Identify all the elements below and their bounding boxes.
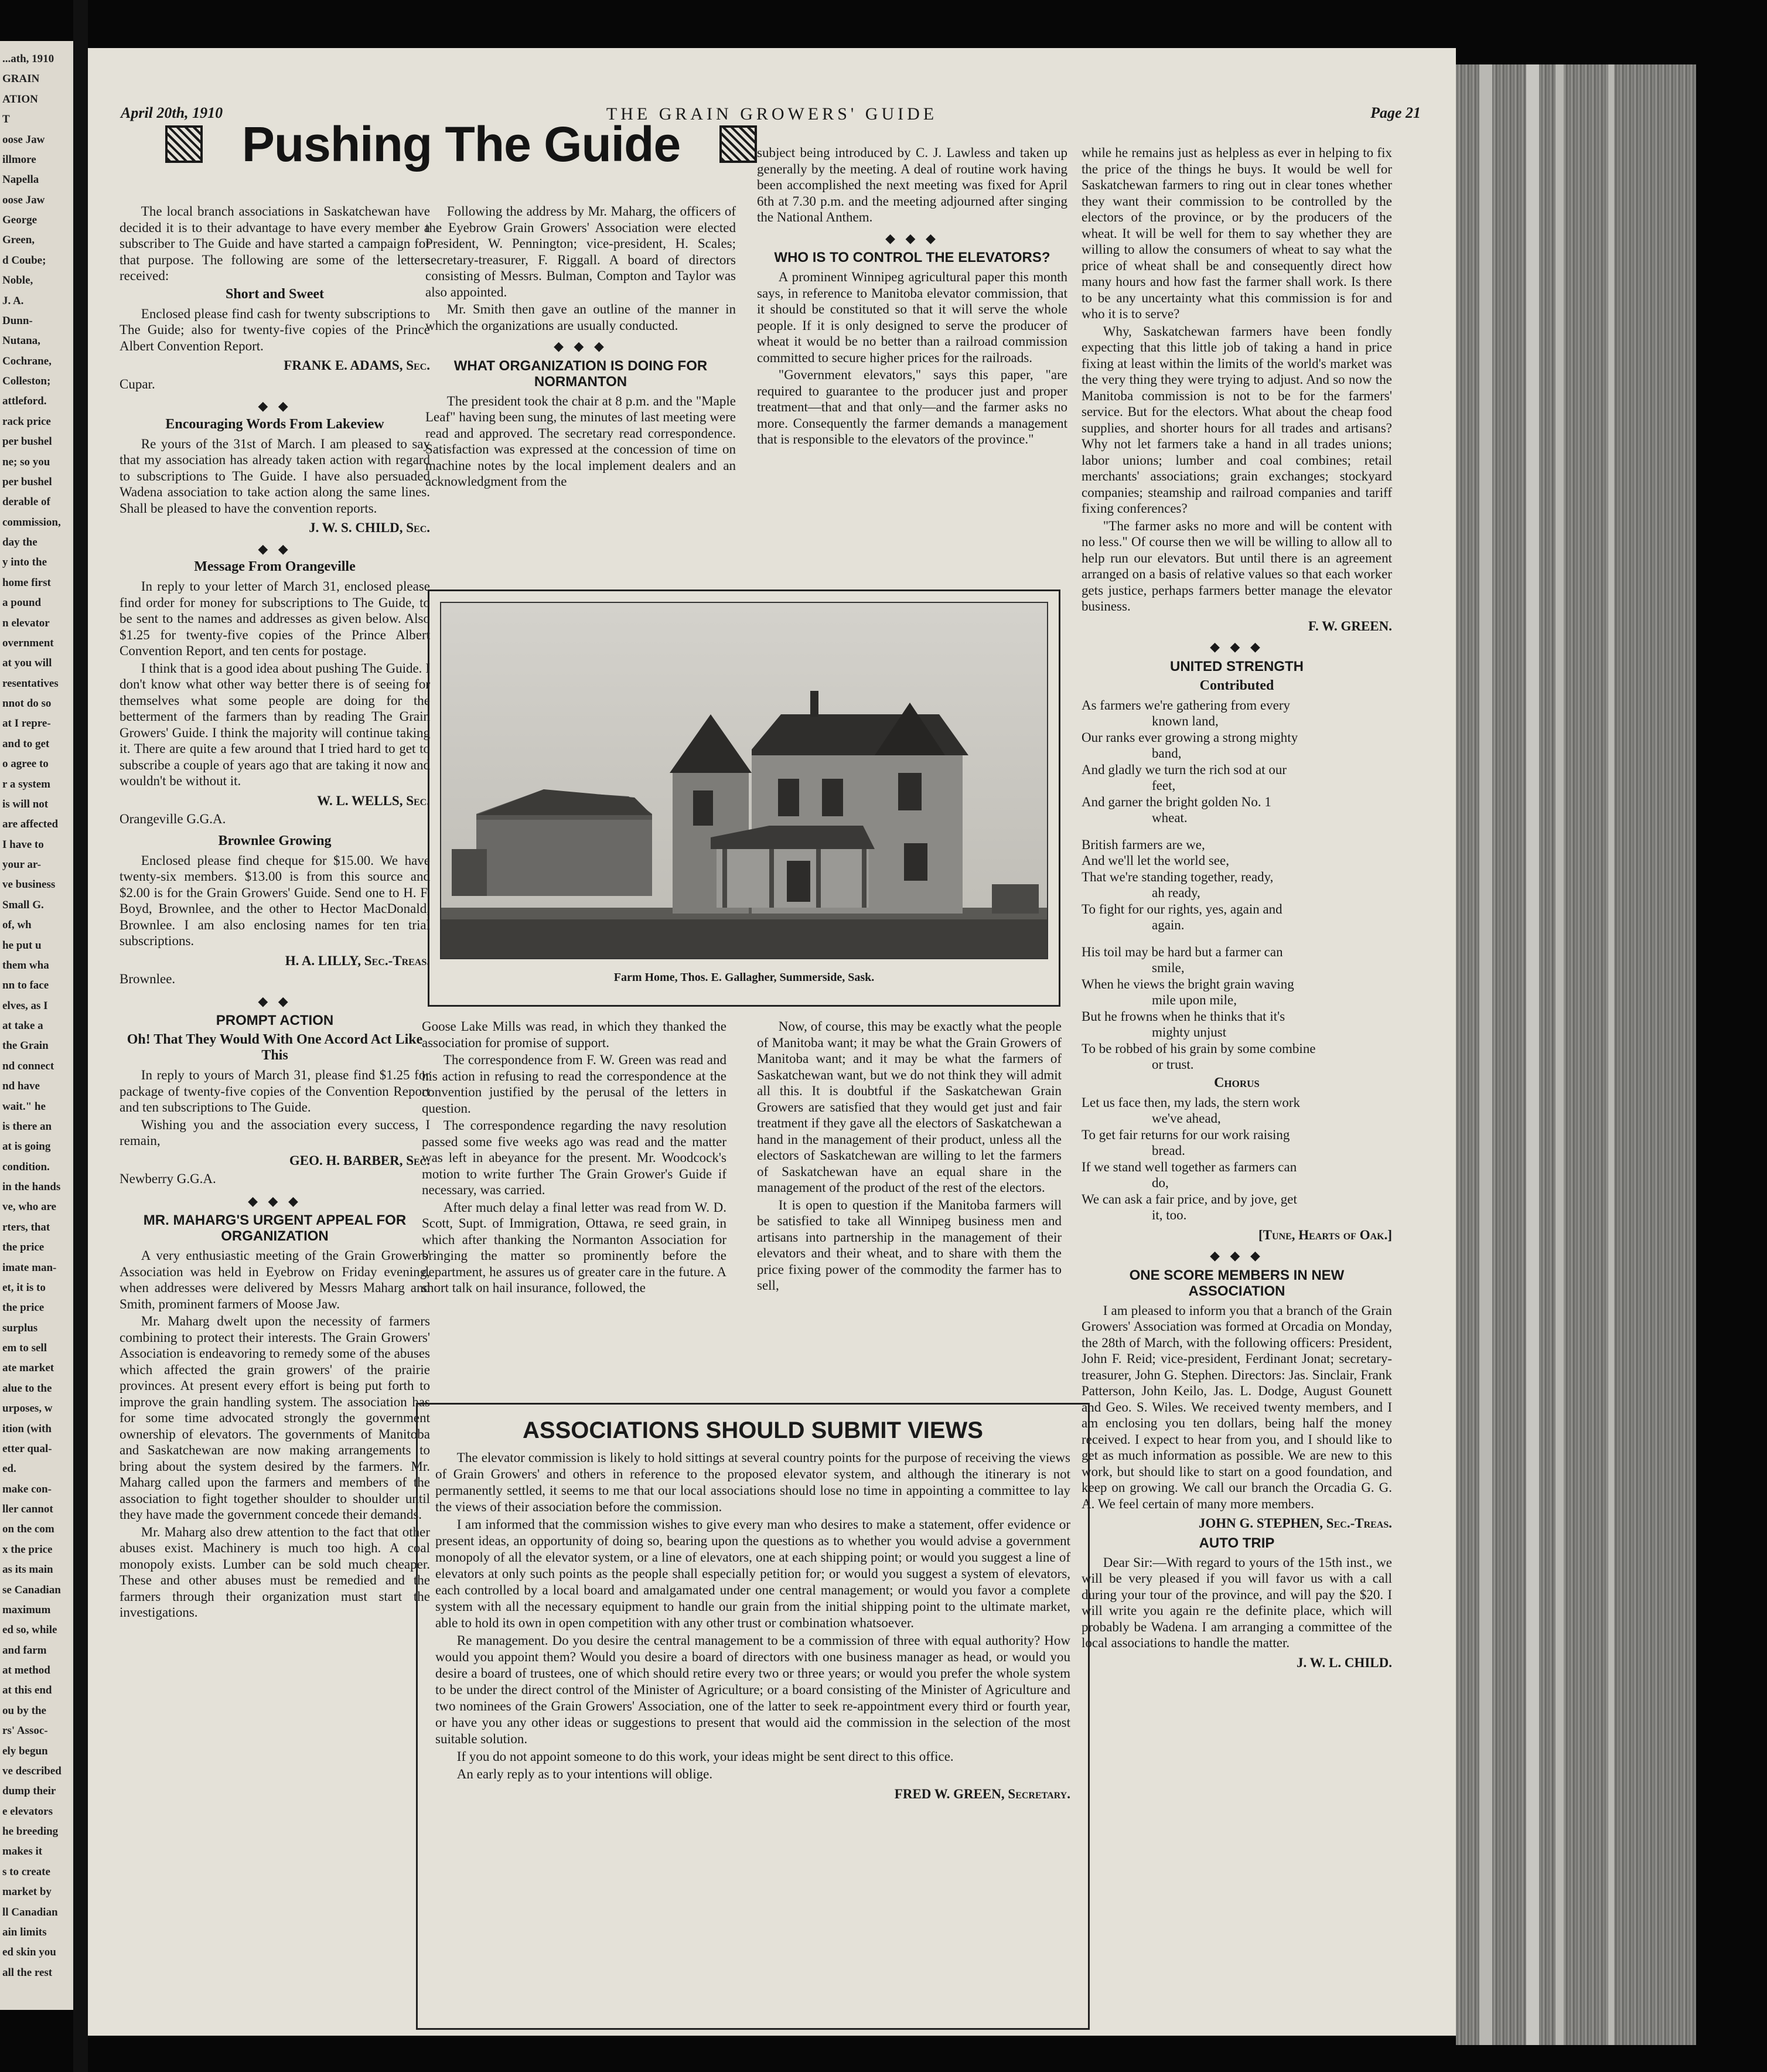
left-page-line: ATION	[2, 93, 38, 105]
header-masthead: THE GRAIN GROWERS' GUIDE	[606, 104, 938, 124]
left-page-line: day the	[2, 536, 37, 548]
poem-line: To be robbed of his grain by some combine	[1082, 1041, 1316, 1056]
poem-line: If we stand well together as farmers can	[1082, 1159, 1297, 1174]
left-page-line: Noble,	[2, 274, 33, 287]
left-page-line: alue to the	[2, 1382, 52, 1395]
poem-line: We can ask a fair price, and by jove, get	[1082, 1191, 1297, 1207]
poem-line: And gladly we turn the rich sod at our	[1082, 762, 1287, 777]
left-page-line: ou by the	[2, 1704, 46, 1717]
left-page-line: e elevators	[2, 1805, 53, 1818]
article-paragraph: Following the address by Mr. Maharg, the officers of the Eyebrow Grain Growers' Association were elected President, W. Pennington; vice-president, H. Scales; secretary-treasurer, F. Riggall. A board of directors consisting of Messrs. Bulman, Compton and Taylor was also appointed.	[425, 204, 736, 299]
column-3-upper	[757, 145, 1067, 449]
left-page-line: ed so, while	[2, 1624, 57, 1637]
chorus-label: Chorus	[1214, 1075, 1260, 1090]
poem-line: But he frowns when he thinks that it's	[1082, 1008, 1285, 1024]
article-paragraph: while he remains just as helpless as ever in helping to fix the price of the things he buys. It would be well for Saskatchewan farmers to ring out in clear tones whether they want their commission to be controlled by the electors of the province, or by the producers of the wheat. It will be well for them to say whether they are willing to allow the consumers of wheat to say what the price of wheat shall be and consequently direct how many hours and how fast the farmer shall work. Is there to be any uncertainty what this commission is for and who it is to serve?	[1082, 145, 1392, 321]
left-page-fragment	[0, 41, 73, 2010]
notice-paragraph: I am informed that the commission wishes to give every man who desires to make a statement, offer evidence or present ideas, an opportunity of doing so, bearing upon the questions as to whether you would advise a government monopoly of all the elevator system, or a line of elevators, one at each shipping point; or would you suggest a line of elevators at only such points as the people shall especially petition for; or would you suggest a system of elevators, each controlled by a local board and amalgamated under one central management; or would you favor a complete system with all the necessary equipment to handle our grain from the initial shipping point to the ultimate market, able to hold its own in open competition with any other trust or combination whatsoever.	[435, 1517, 1070, 1630]
notice-title: ASSOCIATIONS SHOULD SUBMIT VIEWS	[523, 1417, 983, 1443]
poem-line: Let us face then, my lads, the stern work	[1082, 1095, 1300, 1110]
header-date: April 20th, 1910	[121, 104, 223, 121]
left-page-line: ve business	[2, 878, 56, 891]
letter-body: Re yours of the 31st of March. I am pleased to say that my association has already taken action with regard to subscriptions to The Guide. I have also persuaded Wadena association to take action along the same lines. Shall be pleased to have the convention reports.	[120, 436, 430, 516]
left-page-line: x the price	[2, 1543, 53, 1556]
poem-line: mighty unjust	[1152, 1025, 1227, 1040]
left-page-line: etter qual-	[2, 1442, 52, 1455]
article-signature: F. W. GREEN.	[1308, 618, 1392, 633]
decorative-emblem-icon	[719, 125, 757, 163]
article-paragraph: The correspondence from F. W. Green was read and his action in refusing to read the correspondence at the convention justified by the perusal of the letters in question.	[422, 1052, 726, 1116]
ornament-divider: ◆ ◆ ◆	[554, 339, 608, 353]
left-page-line: em to sell	[2, 1342, 47, 1354]
left-page-line: them wha	[2, 959, 49, 972]
letter-place: Orangeville G.G.A.	[120, 812, 226, 826]
heading-united-strength: UNITED STRENGTH	[1170, 658, 1304, 674]
ornament-divider: ◆ ◆	[258, 541, 292, 556]
left-page-line: nd connect	[2, 1059, 54, 1072]
heading-lakeview: Encouraging Words From Lakeview	[165, 416, 384, 432]
page-title: Pushing The Guide	[241, 116, 681, 172]
left-page-line: he put u	[2, 939, 42, 952]
ornament-divider: ◆ ◆ ◆	[248, 1193, 302, 1208]
left-page-line: make con-	[2, 1483, 52, 1495]
left-page-line: Cochrane,	[2, 355, 52, 367]
notice-paragraph: Re management. Do you desire the central management to be a commission of three with equal authority? How would you appoint them? Would you desire a board of directors with one business manager as head, or would you desire a board of trustees, one of which should retire every two or three years; or would you prefer the whole system to be under the direct control of the Minister of Agriculture; or a board consisting of the Minister of Agriculture and two nominees of the Grain Growers' Association, one of the latter to seek re-appointment every third or fourth year, or have you any other ideas or suggestions to present that would aid the commission in the selection of the most suitable solution.	[435, 1633, 1070, 1746]
left-page-line: your ar-	[2, 858, 41, 871]
poem-line: And garner the bright golden No. 1	[1082, 794, 1271, 809]
left-page-line: T	[2, 113, 10, 126]
left-page-line: he breeding	[2, 1825, 59, 1838]
decorative-emblem-icon	[165, 125, 203, 163]
poem-line: When he views the bright grain waving	[1082, 976, 1294, 991]
poem-line: That we're standing together, ready,	[1082, 869, 1274, 884]
left-page-line: ely begun	[2, 1744, 48, 1757]
letter-signature: H. A. LILLY, Sec.-Treas.	[285, 953, 430, 968]
left-page-line: overnment	[2, 636, 54, 649]
left-page-line: of, wh	[2, 919, 32, 932]
left-page-line: derable of	[2, 496, 50, 509]
article-paragraph: Mr. Maharg also drew attention to the fact that other abuses exist. Machinery is much too high. A coal monopoly exists. Lumber can be sold much cheaper. These and other abuses must be remedied and the farmers through their organization must start the investigations.	[120, 1524, 430, 1620]
left-page-line: dump their	[2, 1785, 56, 1798]
farm-home-photo	[440, 602, 1048, 959]
poem-line: feet,	[1152, 778, 1176, 793]
heading-prompt-action: PROMPT ACTION	[216, 1013, 334, 1028]
left-page-line: se Canadian	[2, 1583, 61, 1596]
left-page-line: ed.	[2, 1463, 16, 1475]
letter-place: Cupar.	[120, 376, 155, 391]
heading-elevators: WHO IS TO CONTROL THE ELEVATORS?	[774, 250, 1050, 265]
poem-line: we've ahead,	[1152, 1111, 1221, 1126]
heading-auto-trip: AUTO TRIP	[1199, 1535, 1275, 1551]
letter-signature: J. W. S. CHILD, Sec.	[309, 520, 430, 535]
poem-line: or trust.	[1152, 1057, 1194, 1072]
poem-line: again.	[1152, 918, 1185, 932]
left-page-line: on the com	[2, 1523, 54, 1536]
left-page-line: oose Jaw	[2, 193, 45, 206]
notice-signature: FRED W. GREEN, Secretary.	[894, 1787, 1070, 1801]
left-page-line: nnot do so	[2, 697, 52, 710]
notice-body	[435, 1450, 1070, 1802]
left-page-line: r a system	[2, 778, 50, 790]
left-page-line: attleford.	[2, 395, 47, 408]
column-4	[1082, 145, 1392, 1673]
poem-line: His toil may be hard but a farmer can	[1082, 944, 1283, 959]
letter-body: I think that is a good idea about pushing The Guide. I don't know what other way better there is of seeing for themselves what some people are doing for the betterment of the farmers than by reading The Grain Growers' Guide. I think the majority will continue taking it. There are quite a few around that I tried hard to get to subscribe a couple of years ago that are taking it now and wouldn't be without it.	[120, 660, 430, 788]
left-page-line: per bushel	[2, 435, 52, 448]
heading-short-and-sweet: Short and Sweet	[225, 286, 324, 302]
header-page-number: Page 21	[1370, 104, 1421, 121]
left-page-line: ed skin you	[2, 1946, 56, 1959]
poem-line: To fight for our rights, yes, again and	[1082, 901, 1282, 916]
left-page-line: at I repre-	[2, 717, 51, 730]
letter-signature: W. L. WELLS, Sec.	[317, 793, 430, 808]
ornament-divider: ◆ ◆ ◆	[885, 230, 939, 246]
left-page-line: wait." he	[2, 1100, 46, 1113]
left-page-line: y into the	[2, 556, 47, 569]
left-page-line: at is going	[2, 1140, 51, 1153]
poem-verse	[1082, 697, 1392, 1073]
left-page-line: Colleston;	[2, 375, 51, 387]
newspaper-page	[88, 48, 1456, 2036]
article-paragraph: Mr. Smith then gave an outline of the manner in which the organizations are usually conducted.	[425, 302, 736, 333]
left-page-line: George	[2, 214, 37, 226]
left-page-line: Green,	[2, 234, 35, 247]
left-page-line: nn to face	[2, 979, 49, 992]
left-page-line: at you will	[2, 657, 52, 670]
left-page-line: s to create	[2, 1865, 50, 1878]
left-page-line: ition (with	[2, 1422, 52, 1435]
photo-caption: Farm Home, Thos. E. Gallagher, Summerside, Sask.	[613, 971, 875, 984]
left-page-line: as its main	[2, 1563, 53, 1576]
poem-line: smile,	[1152, 960, 1185, 975]
associations-notice-box	[416, 1403, 1090, 2030]
article-paragraph: Now, of course, this may be exactly what the people of Manitoba want; it may be what the Grain Growers of Manitoba want; and it may be what the farmers of Saskatchewan want, but we do not think they will admit all this. It is doubtful if the Saskatchewan Grain Growers are satisfied that they would get just and fair treatment if they gave all the electors of Saskatchewan a hand in the management of their product, unless all the electors of Saskatchewan are willing to let the farmers of Saskatchewan have an equal share in the management of the product of the rest of the electors.	[757, 1019, 1062, 1195]
poem-chorus	[1082, 1095, 1392, 1224]
left-page-line: makes it	[2, 1845, 43, 1858]
heading-mahargs-appeal: MR. MAHARG'S URGENT APPEAL FOR ORGANIZATION	[143, 1212, 407, 1244]
left-page-line: home first	[2, 576, 51, 589]
left-page-line: J. A.	[2, 294, 24, 307]
heading-one-score-members: ONE SCORE MEMBERS IN NEW ASSOCIATION	[1129, 1267, 1345, 1299]
article-paragraph: It is open to question if the Manitoba farmers will be satisfied to take all Winnipeg business men and artisans into partnership in the management of their elevators and their wheat, and to share with them the price fixing power of the commodity the farmer has to sell,	[757, 1197, 1062, 1293]
left-page-line: ll Canadian	[2, 1906, 58, 1918]
ornament-divider: ◆ ◆	[258, 993, 292, 1008]
article-paragraph: Goose Lake Mills was read, in which they thanked the association for promise of support.	[422, 1019, 726, 1050]
column-2-upper	[425, 203, 736, 491]
left-page-line: Napella	[2, 173, 39, 186]
letter-body: Enclosed please find cheque for $15.00. We have twenty-six members. $13.00 is from this source and $2.00 is for the Grain Growers' Guide. Send one to H. F. Boyd, Brownlee, and the other to Hector MacDonald, Brownlee. I am also enclosing names for ten trial subscriptions.	[120, 853, 430, 948]
letter-signature: J. W. L. CHILD.	[1297, 1655, 1392, 1670]
left-page-line: is there an	[2, 1120, 52, 1133]
column-3-lower	[757, 1018, 1062, 1295]
letter-body: In reply to yours of March 31, please find $1.25 for package of twenty-five copies of the Convention Report and ten subscriptions to The Guide.	[120, 1068, 430, 1115]
poem-line: mile upon mile,	[1152, 993, 1237, 1007]
left-page-line: all the rest	[2, 1966, 53, 1979]
letter-body: In reply to your letter of March 31, enclosed please find order for money for subscriptions to The Guide, to be sent to the names and addresses as given below. Also $1.25 for twenty-five copies of the Prince Albert Convention Report, and ten cents for postage.	[120, 579, 430, 658]
left-page-line: n elevator	[2, 616, 50, 629]
subheading-prompt-action: Oh! That They Would With One Accord Act Like This	[127, 1032, 423, 1063]
left-page-line: resentatives	[2, 677, 59, 690]
ornament-divider: ◆ ◆ ◆	[1210, 639, 1264, 654]
heading-brownlee: Brownlee Growing	[218, 833, 332, 848]
letter-signature: GEO. H. BARBER, Sec.	[289, 1153, 430, 1168]
notice-paragraph: The elevator commission is likely to hold sittings at several country points for the purpose of receiving the views of Grain Growers' and others in reference to the proposed elevator system, and although the itinerary is not permanently settled, it seems to me that our local associations should lose no time in appointing a committee to lay the views of their association before the commission.	[435, 1450, 1070, 1514]
left-page-line: in the hands	[2, 1181, 61, 1193]
left-page-line: o agree to	[2, 758, 49, 771]
left-page-line: ...ath, 1910	[2, 53, 54, 65]
letter-signature: JOHN G. STEPHEN, Sec.-Treas.	[1198, 1516, 1392, 1531]
left-page-line: and to get	[2, 737, 50, 750]
binding-gutter	[73, 0, 88, 2072]
house	[670, 691, 968, 914]
left-page-line: ate market	[2, 1362, 54, 1375]
left-page-line: market by	[2, 1886, 52, 1899]
left-page-line: ain limits	[2, 1926, 47, 1938]
left-page-line: at this end	[2, 1684, 52, 1697]
left-page-line: the price	[2, 1241, 45, 1254]
ornament-divider: ◆ ◆ ◆	[1210, 1248, 1264, 1263]
left-page-line: rters, that	[2, 1221, 50, 1233]
left-page-line: imate man-	[2, 1261, 57, 1274]
poem-line: bread.	[1152, 1143, 1185, 1158]
left-page-line: urposes, w	[2, 1402, 53, 1415]
photo-frame	[428, 589, 1060, 1007]
left-page-line: maximum	[2, 1603, 51, 1616]
poem-line: known land,	[1152, 714, 1219, 728]
letter-body: Enclosed please find cash for twenty subscriptions to The Guide; also for twenty-five copies of the Prince Albert Convention Report.	[120, 306, 430, 353]
heading-normanton: WHAT ORGANIZATION IS DOING FOR NORMANTON	[453, 357, 708, 390]
left-page-line: rs' Assoc-	[2, 1725, 48, 1737]
left-page-line: the Grain	[2, 1040, 49, 1052]
poem-line: do,	[1152, 1175, 1169, 1190]
poem-line: To get fair returns for our work raising	[1082, 1127, 1290, 1142]
article-paragraph: The correspondence regarding the navy resolution passed some five weeks ago was read and the matter was left in abeyance for the present. Mr. Woodcock's motion to write further The Grain Grower's Guide if necessary, was carried.	[422, 1118, 726, 1197]
left-page-line: d Coube;	[2, 254, 46, 267]
poem-line: band,	[1152, 746, 1182, 761]
poem-line: wheat.	[1152, 810, 1188, 825]
page-title-block	[165, 117, 757, 171]
notice-paragraph: An early reply as to your intentions will oblige.	[456, 1767, 713, 1781]
article-paragraph: "Government elevators," says this paper, "are required to guarantee to the producer just and proper treatment—that and that only—and the farmer asks no more. Consequently the farmer demands a management that is responsible to the elevators of the province."	[757, 367, 1067, 447]
left-page-line: at take a	[2, 1020, 43, 1032]
letter-body: Wishing you and the association every success, I remain,	[120, 1117, 430, 1148]
left-page-line: ne; so you	[2, 455, 50, 468]
left-page-line: illmore	[2, 153, 36, 166]
article-paragraph: A very enthusiastic meeting of the Grain Growers' Association was held in Eyebrow on Friday evening, when addresses were delivered by Messrs Maharg and Smith, prominent farmers of Moose Jaw.	[120, 1248, 430, 1311]
notice-paragraph: If you do not appoint someone to do this work, your ideas might be sent direct to this office.	[456, 1749, 954, 1764]
article-paragraph: "The farmer asks no more and will be content with no less." Of course then we will be willing to allow all to help run our elevators. But until there is an agreement arranged on a basis of relative values so that each worker gets justice, perhaps farmers better manage the elevator business.	[1082, 518, 1392, 614]
left-page-line: commission,	[2, 516, 61, 529]
subheading-contributed: Contributed	[1199, 677, 1274, 693]
left-page-line: rack price	[2, 415, 51, 428]
letter-signature: FRANK E. ADAMS, Sec.	[284, 358, 430, 373]
stacked-page-edges	[1456, 64, 1696, 2045]
left-page-line: elves, as I	[2, 999, 48, 1012]
article-paragraph: A prominent Winnipeg agricultural paper this month says, in reference to Manitoba elevator commission, that it should be constituted so that it will serve the whole people. If it is only designed to serve the producer of wheat it would be no better than a railroad commission committed to secure higher prices for the railroads.	[757, 270, 1067, 365]
article-paragraph: Why, Saskatchewan farmers have been fondly expecting that this little job of taking a hand in price fixing at least within the limits of the world's market was the very thing they were trying to adjust. And so now the Manitoba commission is not to be for the farmers' service. But for the electors. What about the cheap food supplies, and shorter hours for all trades and artisans? Why not let farmers take a hand in all trades unions; labor unions; lumber and coal combines; retail merchants' associations; grain exchanges; stockyard companies; steamship and railroad companies and tariff fixing conferences?	[1082, 323, 1392, 516]
left-page-line: ve, who are	[2, 1201, 56, 1214]
left-page-line: are affected	[2, 818, 59, 831]
left-page-line: ve described	[2, 1764, 62, 1777]
letter-body: I am pleased to inform you that a branch of the Grain Growers' Association was formed at Orcadia on Monday, the 28th of March, with the following officers: President, John F. Reid; vice-president, Ferdinant Jonat; secretary-treasurer, John G. Stephen. Directors: Jas. Sinclair, Frank Patterson, John Keilo, Jas. L. Dodge, August Gounett and Geo. S. Wiles. We received twenty members, and I am enclosing you ten dollars, being half the money received. I expect to hear from you, and I should like to get as much information as possible. We are new to this work, but should like to start on a good foundation, and keep on growing. We call our branch the Orcadia G. G. A. We feel certain of many more members.	[1082, 1303, 1392, 1511]
left-page-line: ller cannot	[2, 1503, 53, 1515]
left-page-line: oose Jaw	[2, 133, 45, 146]
poem-line: Our ranks ever growing a strong mighty	[1082, 730, 1298, 745]
left-page-line: nd have	[2, 1080, 40, 1093]
poem-line: ah ready,	[1152, 885, 1200, 900]
column-2-lower	[422, 1018, 726, 1297]
article-paragraph: Mr. Maharg dwelt upon the necessity of farmers combining to protect their interests. The Grain Growers' Association is endeavoring to remedy some of the abuses which affected the grain growers' of the prairie provinces. At present every effort is being put forth to improve the grain handling system. The association has for some time advocated strongly the government ownership of elevators. The governments of Manitoba and Saskatchewan are now making arrangements to bring about the system desired by the farmers. Mr. Maharg called upon the farmers and members of the association to fight together shoulder to shoulder until they have made the government concede their demands.	[120, 1314, 430, 1522]
left-page-line: Nutana,	[2, 335, 40, 347]
letter-place: Brownlee.	[120, 972, 176, 986]
poem-line: British farmers are we,	[1082, 837, 1205, 852]
letter-body: Dear Sir:—With regard to yours of the 15th inst., we will be very pleased if you will favor us with a call during your tour of the province, and will pay the $20. I will write you again re the definite place, which will probably be Wadena. I am arranging a committee of the local associations to handle the matter.	[1082, 1555, 1392, 1650]
left-page-line: is will not	[2, 798, 49, 810]
left-page-line: Dunn-	[2, 314, 33, 327]
left-page-line: surplus	[2, 1321, 38, 1334]
left-page-line: per bushel	[2, 475, 52, 488]
left-page-line: et, it is to	[2, 1281, 46, 1294]
ornament-divider: ◆ ◆	[258, 398, 292, 413]
article-paragraph: subject being introduced by C. J. Lawless and taken up generally by the meeting. A deal of routine work having been accomplished the next meeting was fixed for April 6th at 7.30 p.m. and the meeting adjourned after singing the National Anthem.	[757, 145, 1067, 224]
heading-orangeville: Message From Orangeville	[194, 559, 356, 574]
left-page-line: the price	[2, 1301, 45, 1314]
farm-house-image	[441, 603, 1047, 958]
left-page-line: and farm	[2, 1644, 47, 1657]
left-page-line: at method	[2, 1664, 50, 1676]
article-paragraph: After much delay a final letter was read from W. D. Scott, Supt. of Immigration, Ottawa, re seed grain, in which after thanking the Normanton Association for bringing the matter so prominently before the department, he assures us of greater care in the future. A short talk on hail insurance, followed, the	[422, 1199, 726, 1295]
left-page-line: condition.	[2, 1160, 50, 1173]
left-page-line: a pound	[2, 597, 42, 609]
intro-paragraph: The local branch associations in Saskatchewan have decided it is to their advantage to have every member a subscriber to The Guide and have started a campaign for that purpose. The following are some of the letters received:	[120, 204, 430, 283]
poem-tune-note: [Tune, Hearts of Oak.]	[1258, 1227, 1392, 1242]
left-page-line: GRAIN	[2, 73, 40, 86]
letter-place: Newberry G.G.A.	[120, 1171, 216, 1186]
left-page-line: Small G.	[2, 898, 44, 911]
poem-line: And we'll let the world see,	[1082, 853, 1229, 868]
article-paragraph: The president took the chair at 8 p.m. and the "Maple Leaf" having been sung, the minutes of last meeting were read and approved. The secretary read correspondence. Satisfaction was expressed at the concession of time on machine notes by the local implement dealers and an acknowledgment from the	[425, 393, 736, 489]
poem-line: it, too.	[1152, 1208, 1187, 1222]
left-page-line: I have to	[2, 838, 44, 851]
poem-line: As farmers we're gathering from every	[1082, 697, 1291, 713]
column-1	[120, 203, 430, 1622]
